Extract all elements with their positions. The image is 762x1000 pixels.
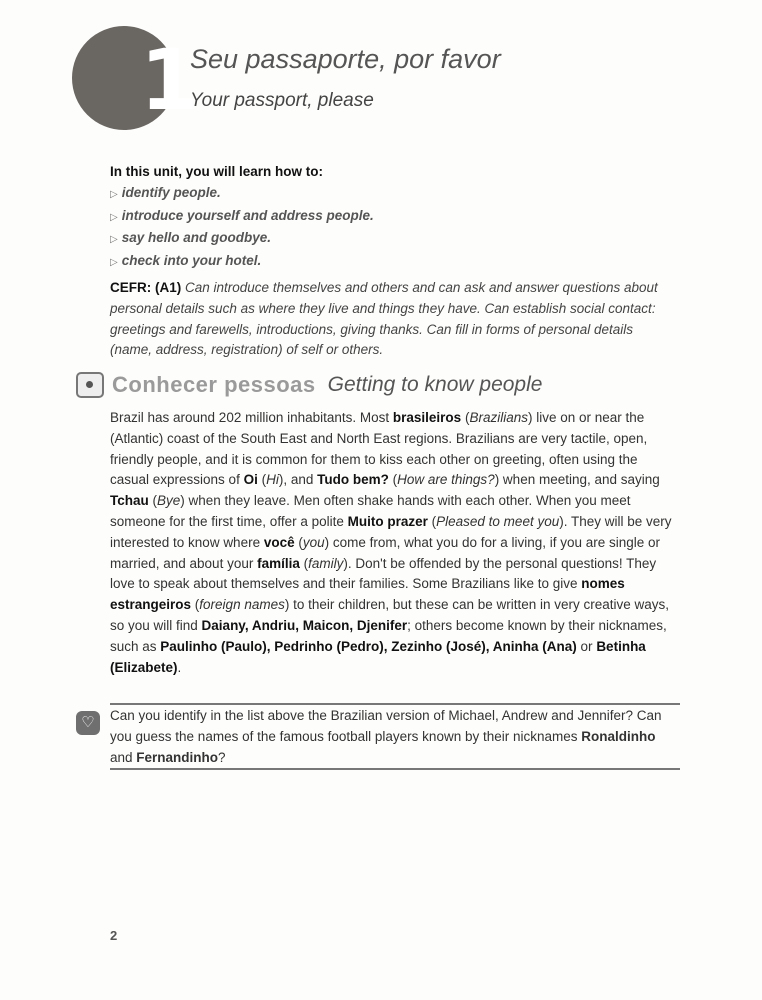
text-run: ). They will be very interested to know where	[110, 513, 672, 550]
bold-term: Fernandinho	[136, 749, 219, 765]
divider	[110, 703, 680, 705]
camera-icon	[76, 372, 104, 398]
bold-term: Ronaldinho	[581, 728, 656, 744]
bold-term: Paulinho (Paulo), Pedrinho (Pedro), Zezinho (José), Aninha (Ana)	[160, 638, 577, 654]
bold-term: Daiany, Andriu, Maicon, Djenifer	[201, 617, 408, 633]
text-run: (	[461, 410, 470, 425]
text-run: or	[576, 638, 597, 654]
objective-item	[110, 183, 670, 206]
text-run: (	[299, 555, 309, 571]
unit-title: Seu passaporte, por favor	[190, 44, 501, 74]
text-run: (	[388, 472, 398, 488]
translation: family	[308, 555, 344, 571]
objective-text: say hello and goodbye.	[121, 230, 271, 246]
text-run: ). Don't be offended by the personal questions! They love to speak about themselves and their families. Some Brazilians like to give	[110, 555, 657, 592]
text-run: ) live on or near the (Atlantic) coast of the South East and North East regions. Brazilians are very tactile, open, friendly people, and it is common for them to kiss each other on greeting, often using the casual expressions of	[110, 410, 648, 488]
translation: Hi	[266, 472, 279, 488]
objective-text: introduce yourself and address people.	[121, 207, 374, 223]
text-run: (	[191, 597, 200, 613]
text-run: ) come from, what you do for a living, if you are single or married, and about your	[110, 534, 661, 571]
cefr-description	[110, 278, 670, 361]
bold-term: você	[263, 534, 295, 550]
bold-term: Oi	[243, 472, 258, 488]
bold-term: Tudo bem?	[317, 472, 389, 488]
unit-subtitle: Your passport, please	[190, 90, 374, 111]
objective-item	[110, 206, 670, 229]
text-run: (	[257, 472, 267, 488]
bold-term: nomes estrangeiros	[110, 576, 625, 613]
objective-item	[110, 251, 670, 274]
divider	[110, 768, 680, 770]
text-run: Can you identify in the list above the Brazilian version of Michael, Andrew and Jennifer? Can you guess the names of the famous football players known by their nicknames	[110, 708, 662, 744]
objective-text: identify people.	[121, 184, 221, 200]
unit-number: 1	[140, 31, 199, 129]
text-run: ), and	[278, 472, 318, 488]
translation: you	[302, 534, 325, 550]
bold-term: Tchau	[110, 493, 149, 509]
text-run: and	[110, 749, 137, 765]
arrow-icon: ▷	[110, 257, 118, 269]
text-run: ) when they leave. Men often shake hands with each other. When you meet someone for the first time, offer a polite	[110, 493, 631, 529]
text-run: (	[294, 534, 303, 550]
bold-term: brasileiros	[392, 410, 462, 425]
learning-objectives	[110, 162, 670, 361]
bold-term: Betinha (Elizabete)	[110, 638, 646, 675]
page-number: 2	[110, 928, 118, 943]
text-run: ; others become known by their nicknames, such as	[110, 617, 667, 654]
text-run: ?	[218, 749, 226, 765]
bold-term: família	[257, 555, 300, 571]
translation: Pleased to meet you	[436, 513, 560, 529]
lightbulb-icon: ♡	[76, 711, 100, 735]
section-title-en: Getting to know people	[327, 373, 543, 396]
arrow-icon: ▷	[110, 234, 118, 246]
text-run: ) to their children, but these can be written in very creative ways, so you will find	[110, 597, 670, 633]
arrow-icon: ▷	[110, 211, 118, 223]
objective-item	[110, 228, 670, 251]
text-run: ) when meeting, and saying	[494, 472, 660, 488]
translation: Brazilians	[469, 410, 528, 425]
translation: How are things?	[397, 472, 495, 488]
translation: foreign names	[199, 597, 285, 613]
objective-text: check into your hotel.	[121, 253, 262, 269]
cefr-text: Can introduce themselves and others and can ask and answer questions about personal details such as where they live and things they have. Can establish social contact: greetings and farewells, introductions, giving thanks. Can fill in forms of personal details (name, address, registration) of self or others.	[110, 279, 658, 358]
text-run: .	[177, 659, 182, 675]
text-run: (	[148, 493, 158, 509]
bold-term: Muito prazer	[347, 513, 428, 529]
arrow-icon: ▷	[110, 188, 118, 200]
text-run: (	[427, 513, 437, 529]
text-run: Brazil has around 202 million inhabitants. Most	[110, 410, 393, 425]
section-title-pt: Conhecer pessoas	[112, 372, 316, 397]
body-paragraph	[110, 408, 672, 678]
translation: Bye	[157, 493, 181, 509]
cefr-label: CEFR: (A1)	[110, 279, 182, 295]
section-heading	[76, 372, 542, 398]
objectives-heading: In this unit, you will learn how to:	[110, 164, 323, 179]
tip-paragraph	[110, 706, 680, 768]
